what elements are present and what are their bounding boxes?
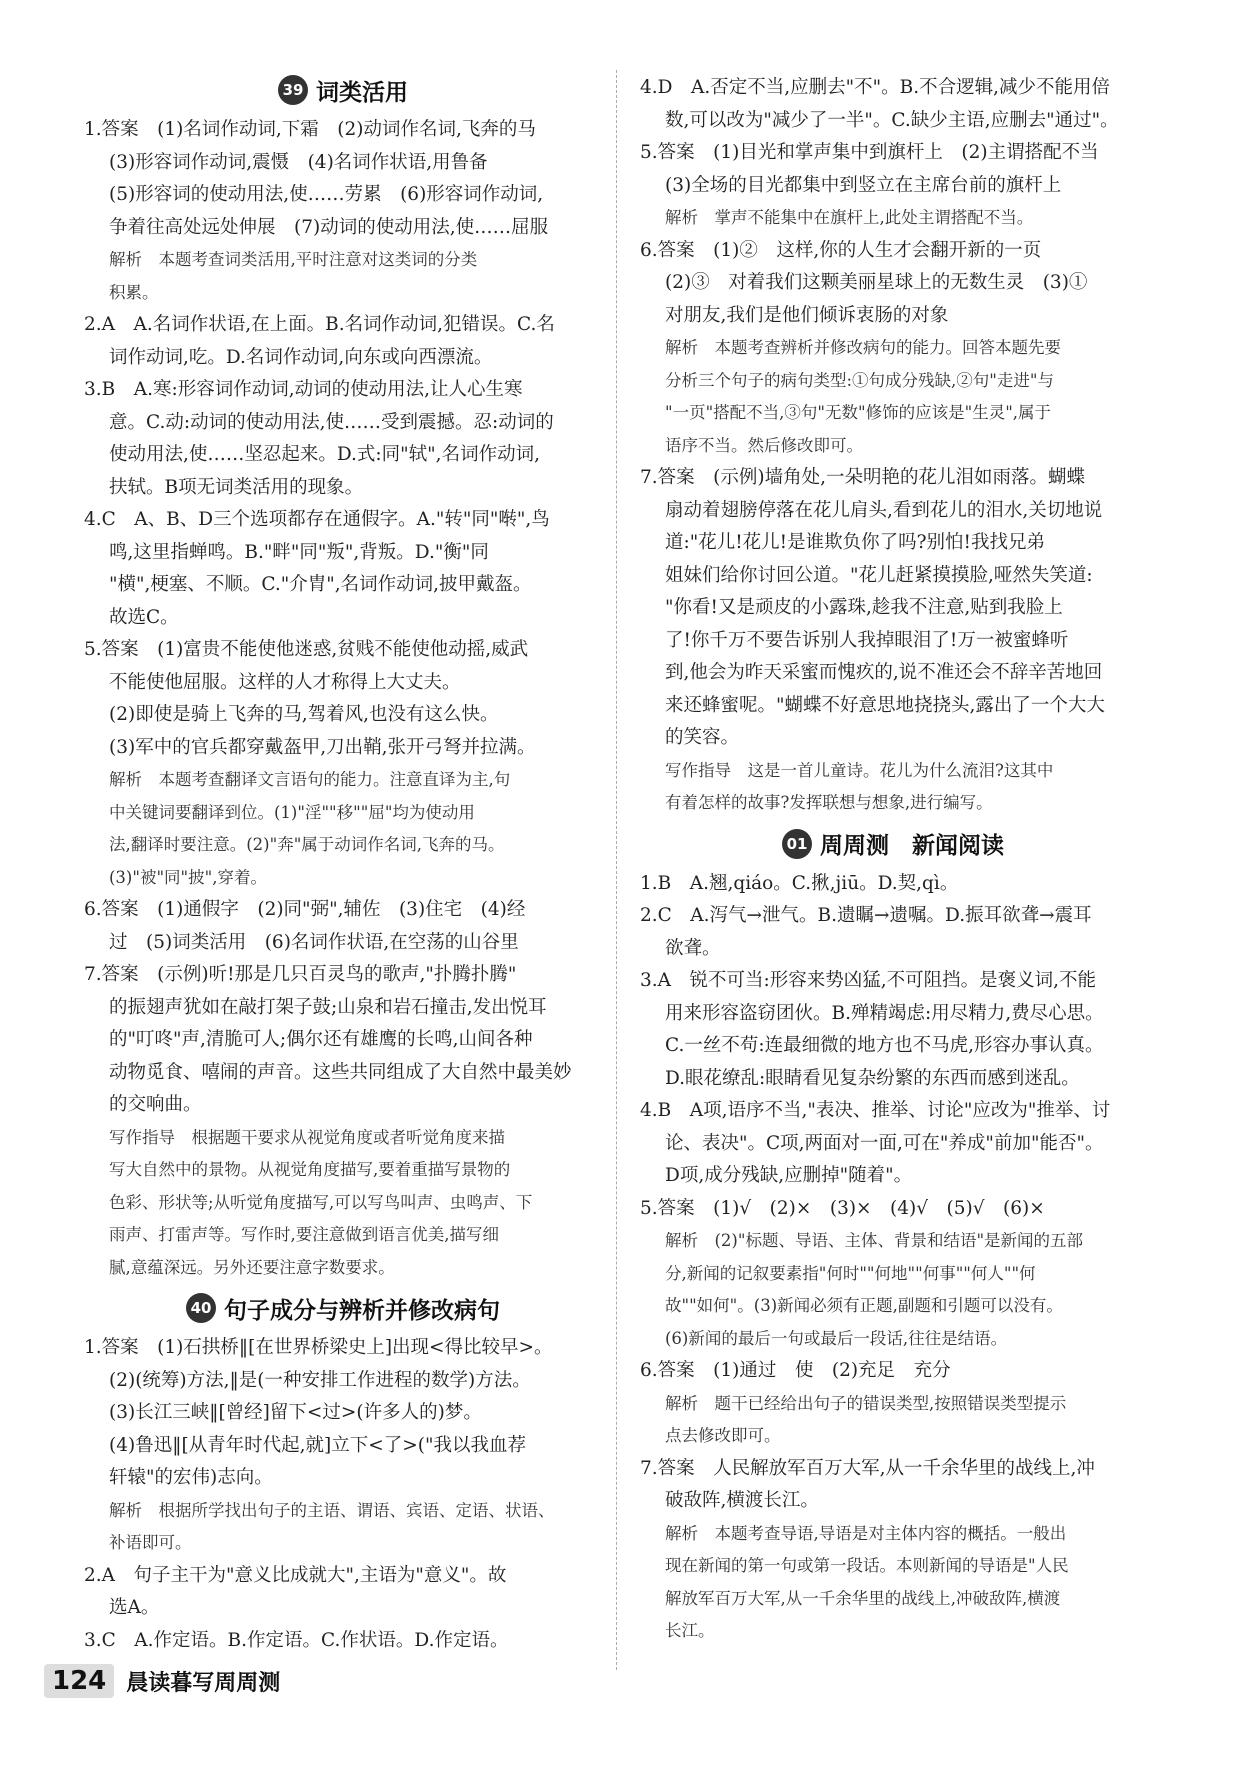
text-line: 破敌阵,横渡长江。 [665, 1490, 819, 1511]
analysis-line: 解析 (2)"标题、导语、主体、背景和结语"是新闻的五部 [665, 1231, 1084, 1250]
text-line: (4)鲁迅‖[从青年时代起,就]立下<了>("我以我血荐 [109, 1434, 527, 1456]
section-number-badge: 39 [278, 75, 308, 105]
analysis-line: "一页"搭配不当,③句"无数"修饰的应该是"生灵",属于 [665, 403, 1052, 422]
text-line: (2)即使是骑上飞奔的马,驾着风,也没有这么快。 [109, 704, 499, 725]
text-line: 用来形容盗窃团伙。B.殚精竭虑:用尽精力,费尽心思。 [665, 1002, 1104, 1024]
text-line: 不能使他屈服。这样的人才称得上大丈夫。 [109, 671, 461, 693]
analysis-line: 故""如何"。(3)新闻必须有正题,副题和引题可以没有。 [665, 1296, 1063, 1315]
text-line: 到,他会为昨天采蜜而愧疚的,说不准还会不辞辛苦地回 [665, 662, 1103, 683]
section-title: 词类活用 [316, 79, 408, 106]
analysis-line: 解析 本题考查翻译文言语句的能力。注意直译为主,句 [109, 770, 511, 789]
section-title: 周周测 新闻阅读 [820, 833, 1004, 859]
text-line: 1.B A.翘,qiáo。C.揪,jiū。D.契,qì。 [640, 872, 959, 894]
section-header-40 [84, 1290, 602, 1326]
text-line: 道:"花儿!花儿!是谁欺负你了吗?别怕!我找兄弟 [665, 532, 1045, 553]
text-line: 意。C.动:动词的使动用法,使……受到震撼。忍:动词的 [109, 411, 554, 433]
writing-guide-line: 写作指导 根据题干要求从视觉角度或者听觉角度来描 [109, 1127, 505, 1147]
analysis-line: 解析 本题考查导语,导语是对主体内容的概括。一般出 [665, 1523, 1067, 1543]
writing-guide-line: 有着怎样的故事?发挥联想与想象,进行编写。 [665, 793, 993, 812]
section-number-badge: 40 [186, 1293, 216, 1323]
text-line: 5.答案 (1)目光和掌声集中到旗杆上 (2)主谓搭配不当 [640, 142, 1099, 163]
text-line: 论、表决"。C项,两面对一面,可在"养成"前加"能否"。 [665, 1132, 1104, 1154]
writing-guide-line: 雨声、打雷声等。写作时,要注意做到语言优美,描写细 [109, 1225, 499, 1244]
analysis-line: 解放军百万大军,从一千余华里的战线上,冲破敌阵,横渡 [665, 1588, 1061, 1608]
text-line: 1.答案 (1)名词作动词,下霜 (2)动词作名词,飞奔的马 [84, 119, 536, 140]
text-line: 的"叮咚"声,清脆可人;偶尔还有雄鹰的长鸣,山间各种 [109, 1029, 533, 1050]
page-number: 124 [44, 1664, 114, 1698]
writing-guide-line: 色彩、形状等;从听觉角度描写,可以写鸟叫声、虫鸣声、下 [109, 1192, 533, 1212]
text-line: 2.A 句子主干为"意义比成就大",主语为"意义"。故 [84, 1564, 507, 1586]
analysis-line: 现在新闻的第一句或第一段话。本则新闻的导语是"人民 [665, 1556, 1069, 1575]
right-column [640, 72, 1146, 1648]
text-line: 5.答案 (1)富贵不能使他迷惑,贫贱不能使他动摇,威武 [84, 639, 529, 660]
text-line: 词作动词,吃。D.名词作动词,向东或向西漂流。 [109, 346, 493, 368]
text-line: 3.B A.寒:形容词作动词,动词的使动用法,让人心生寒 [84, 379, 523, 400]
text-line: 3.C A.作定语。B.作定语。C.作状语。D.作定语。 [84, 1629, 509, 1651]
text-line: 6.答案 (1)② 这样,你的人生才会翻开新的一页 [640, 239, 1042, 261]
text-line: D项,成分残缺,应删掉"随着"。 [665, 1165, 913, 1186]
section-title: 句子成分与辨析并修改病句 [224, 1297, 500, 1324]
analysis-line: 分析三个句子的病句类型:①句成分残缺,②句"走进"与 [665, 370, 1054, 390]
text-line: 4.D A.否定不当,应删去"不"。B.不合逻辑,减少不能用倍 [640, 77, 1110, 98]
text-line: 鸣,这里指蝉鸣。B."畔"同"叛",背叛。D."衡"同 [109, 541, 489, 563]
text-line: 6.答案 (1)通过 使 (2)充足 充分 [640, 1360, 951, 1381]
text-line: 姐妹们给你讨回公道。"花儿赶紧摸摸脸,哑然失笑道: [665, 564, 1093, 586]
analysis-line: (3)"被"同"披",穿着。 [109, 867, 267, 887]
section-number-badge: 01 [782, 829, 812, 859]
analysis-line: 解析 掌声不能集中在旗杆上,此处主谓搭配不当。 [665, 208, 1034, 227]
text-line: 了!你千万不要告诉别人我掉眼泪了!万一被蜜蜂听 [665, 629, 1069, 651]
analysis-line: 分,新闻的记叙要素指"何时""何地""何事""何人""何 [665, 1263, 1036, 1283]
text-line: 7.答案 人民解放军百万大军,从一千余华里的战线上,冲 [640, 1457, 1095, 1479]
writing-guide-line: 写大自然中的景物。从视觉角度描写,要着重描写景物的 [109, 1160, 511, 1179]
analysis-line: 解析 本题考查辨析并修改病句的能力。回答本题先要 [665, 338, 1061, 357]
text-line: (3)长江三峡‖[曾经]留下<过>(许多人的)梦。 [109, 1402, 482, 1423]
analysis-line: (6)新闻的最后一句或最后一段话,往往是结语。 [665, 1328, 1008, 1348]
analysis-line: 点去修改即可。 [665, 1426, 781, 1445]
text-line: (5)形容词的使动用法,使……劳累 (6)形容词作动词, [109, 184, 544, 205]
text-line: 1.答案 (1)石拱桥‖[在世界桥梁史上]出现<得比较早>。 [84, 1337, 553, 1358]
section-header-01 [640, 826, 1146, 862]
text-line: 2.C A.泻气→泄气。B.遗瞩→遗嘱。D.振耳欲聋→震耳 [640, 905, 1092, 926]
analysis-line: 法,翻译时要注意。(2)"奔"属于动词作名词,飞奔的马。 [109, 835, 505, 854]
text-line: 扶轼。B项无词类活用的现象。 [109, 476, 364, 498]
text-line: 使动用法,使……坚忍起来。D.式:同"轼",名词作动词, [109, 444, 540, 465]
text-line: (2)(统筹)方法,‖是(一种安排工作进程的数学)方法。 [109, 1369, 531, 1391]
analysis-line: 积累。 [109, 282, 159, 302]
text-line: 3.A 锐不可当:形容来势凶猛,不可阻挡。是褒义词,不能 [640, 970, 1097, 991]
text-line: 的振翅声犹如在敲打架子鼓;山泉和岩石撞击,发出悦耳 [109, 996, 547, 1018]
text-line: 数,可以改为"减少了一半"。C.缺少主语,应删去"通过"。 [665, 109, 1119, 131]
book-title: 晨读暮写周周测 [126, 1670, 281, 1696]
text-line: D.眼花缭乱:眼睛看见复杂纷繁的东西而感到迷乱。 [665, 1067, 1080, 1089]
text-line: 选A。 [109, 1597, 160, 1618]
left-column [84, 72, 602, 1657]
text-line: "横",梗塞、不顺。C."介胄",名词作动词,披甲戴盔。 [109, 574, 532, 595]
text-line: 过 (5)词类活用 (6)名词作状语,在空荡的山谷里 [109, 931, 519, 953]
text-line: 的交响曲。 [109, 1094, 202, 1115]
writing-guide-line: 腻,意蕴深远。另外还要注意字数要求。 [109, 1257, 395, 1277]
writing-guide-line: 写作指导 这是一首儿童诗。花儿为什么流泪?这其中 [665, 760, 1054, 780]
text-line: C.一丝不苟:连最细微的地方也不马虎,形容办事认真。 [665, 1035, 1104, 1056]
analysis-line: 语序不当。然后修改即可。 [665, 435, 863, 455]
text-line: 轩辕"的宏伟)志向。 [109, 1467, 273, 1488]
analysis-line: 解析 根据所学找出句子的主语、谓语、宾语、定语、状语、 [109, 1500, 555, 1520]
text-line: 的笑容。 [665, 727, 740, 748]
text-line: 7.答案 (示例)听!那是几只百灵鸟的歌声,"扑腾扑腾" [84, 964, 517, 985]
text-line: 7.答案 (示例)墙角处,一朵明艳的花儿泪如雨落。蝴蝶 [640, 467, 1085, 488]
text-line: 欲聋。 [665, 937, 721, 959]
text-line: 4.B A项,语序不当,"表决、推举、讨论"应改为"推举、讨 [640, 1100, 1111, 1121]
text-line: 对朋友,我们是他们倾诉衷肠的对象 [665, 304, 949, 326]
analysis-line: 中关键词要翻译到位。(1)"淫""移""屈"均为使动用 [109, 802, 475, 822]
text-line: 6.答案 (1)通假字 (2)同"弼",辅佐 (3)住宅 (4)经 [84, 899, 526, 920]
analysis-line: 解析 题干已经给出句子的错误类型,按照错误类型提示 [665, 1393, 1067, 1413]
text-line: 来还蜂蜜呢。"蝴蝶不好意思地挠挠头,露出了一个大大 [665, 694, 1105, 716]
text-line: 争着往高处远处伸展 (7)动词的使动用法,使……屈服 [109, 216, 549, 238]
analysis-line: 解析 本题考查词类活用,平时注意对这类词的分类 [109, 250, 478, 269]
page-footer [44, 1664, 280, 1698]
text-line: 2.A A.名词作状语,在上面。B.名词作动词,犯错误。C.名 [84, 314, 555, 335]
text-line: 5.答案 (1)√ (2)× (3)× (4)√ (5)√ (6)× [640, 1197, 1045, 1219]
section-header-39 [84, 72, 602, 108]
text-line: (3)军中的官兵都穿戴盔甲,刀出鞘,张开弓弩并拉满。 [109, 736, 536, 758]
text-line: 扇动着翅膀停落在花儿肩头,看到花儿的泪水,关切地说 [665, 499, 1103, 521]
text-line: "你看!又是顽皮的小露珠,趁我不注意,贴到我脸上 [665, 597, 1063, 618]
column-divider [616, 70, 617, 1670]
text-line: (2)③ 对着我们这颗美丽星球上的无数生灵 (3)① [665, 272, 1088, 293]
analysis-line: 长江。 [665, 1621, 715, 1640]
text-line: 动物觅食、嘻闹的声音。这些共同组成了大自然中最美妙 [109, 1061, 572, 1083]
text-line: 4.C A、B、D三个选项都存在通假字。A."转"同"啭",鸟 [84, 509, 550, 530]
analysis-line: 补语即可。 [109, 1533, 192, 1552]
text-line: (3)全场的目光都集中到竖立在主席台前的旗杆上 [665, 174, 1062, 196]
text-line: (3)形容词作动词,震慑 (4)名词作状语,用鲁备 [109, 151, 488, 173]
text-line: 故选C。 [109, 606, 179, 628]
